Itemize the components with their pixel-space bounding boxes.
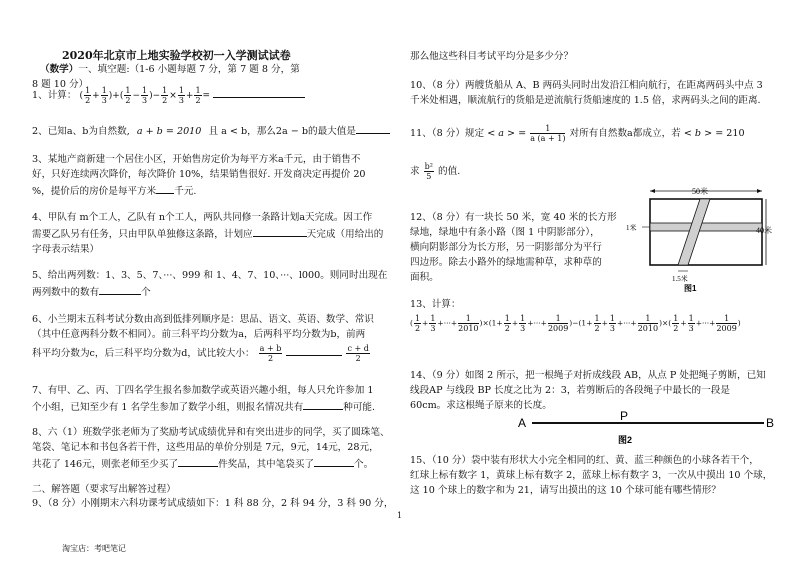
- point-a-label: A: [518, 416, 527, 430]
- figure-1-rectangle-diagram: [622, 187, 782, 307]
- fraction-c-plus-d: $\frac{c + d}{2}$: [347, 344, 369, 363]
- footer-store: 淘宝店：考吧笔记: [62, 544, 126, 553]
- section1-text: 一、填空题:（1-6 小题每题 7 分，第 7 题 8 分，第: [78, 64, 300, 75]
- arrow-right-icon: [757, 189, 762, 193]
- question-5: 5、给出两列数：1、3、5、7、···、999 和 1、4、7、10、···、l000。则同时出现在 两列数中的数有 个: [32, 270, 388, 298]
- road-width-label: 1米: [626, 224, 637, 232]
- q1-expression: ( $\frac{1}{2}$ + $\frac{1}{3}$ )+( $\frac{1}{2}$ − $\frac{1}{3}$ )− $\frac{1}{2}$ × $\frac{1}{3}$ + $\frac{1}{2}$ =: [79, 86, 211, 105]
- question-9-cont: 那么他这些科目考试平均分是多少分？: [410, 51, 574, 62]
- question-15: 15、（10 分）袋中装有形状大小完全相同的红、黄、蓝三种颜色的小球各若干个， 红球上标有数字 1，黄球上标有数字 2，蓝球上标有数字 3，一次从中摸出 10 个球， 这 10 个球上的数字和为 21，请写出摸出的这 10 个球可能有哪些情形？: [410, 455, 773, 496]
- answer-blank[interactable]: [314, 455, 354, 467]
- question-11: 11、（8 分）规定 < a > = $\frac{1}{a (a + 1)}$ 对所有自然数a都成立，若 < b > = 210: [410, 124, 745, 143]
- point-p-label: P: [620, 409, 629, 423]
- section1-text-cont: 8 题 10 分）: [32, 79, 89, 90]
- arrow-left-icon: [650, 189, 655, 193]
- answer-blank[interactable]: [156, 182, 174, 194]
- road2-width-label: 1.5米: [672, 275, 688, 283]
- question-1: [32, 86, 392, 105]
- figure-1-caption: 图1: [684, 284, 697, 293]
- exam-title: 2020年北京市上地实验学校初一入学测试试卷: [62, 49, 291, 62]
- frac: $\frac{1}{2}$: [162, 86, 168, 105]
- q1-label: 1、计算：: [32, 90, 77, 101]
- fraction-a-plus-b: $\frac{a + b}{2}$: [259, 344, 282, 363]
- frac: $\frac{1}{2}$: [125, 86, 131, 105]
- question-3: 3、某地产商新建一个居住小区，开始售房定价为每平方米a千元，由于销售不 好，只好连续两次降价，每次降价 10%，结果销售很好. 开发商决定再提价 20 %，提价后的房价是每平方米 千元.: [32, 154, 366, 197]
- section1-header: [40, 62, 400, 77]
- subject-label: （数学）: [40, 64, 79, 75]
- figure-2-caption: 图2: [618, 435, 633, 445]
- answer-blank[interactable]: [356, 122, 390, 134]
- question-6: 6、小兰期末五科考试分数由高到低排列顺序是：思品、语文、英语、数学、常识 （其中任意两科分数不相同）。前三科平均分数为a，后两科平均分数为b，前两 科平均分数为c，后三科平均分数为d，试比较大小： $\frac{a + b}{2}$ $\frac{c + d}{2}$: [32, 314, 374, 363]
- frac: $\frac{1}{3}$: [101, 86, 107, 105]
- answer-blank[interactable]: [178, 455, 218, 467]
- frac: $\frac{1}{2}$: [195, 86, 201, 105]
- answer-blank[interactable]: [303, 398, 343, 410]
- q11-fraction: $\frac{1}{a (a + 1)}$: [530, 124, 566, 143]
- height-label: 40米: [756, 226, 772, 235]
- width-label: 50米: [692, 187, 708, 196]
- point-b-label: B: [766, 416, 775, 430]
- question-4: 4、甲队有 m个工人，乙队有 n个工人，两队共同修一条路计划a天完成。因工作 需要乙队另有任务，只由甲队单独修这条路，计划应 天完成（用给出的 字母表示结果）: [32, 212, 384, 255]
- question-7: 7、有甲、乙、丙、丁四名学生报名参加数学或英语兴趣小组，每人只允许参加 1 个小组，已知至少有 1 名学生参加了数学小组，则报名情况共有 种可能.: [32, 385, 376, 413]
- answer-blank[interactable]: [286, 344, 342, 356]
- question-8: 8、六（1）班数学张老师为了奖励考试成绩优异和有突出进步的同学，买了圆珠笔、 笔袋、笔记本和书包各若干件，这些用品的单价分别是 7元，9元，14元，28元， 共花了 146元，则张老师至少买了 件奖品，其中笔袋买了 个。: [32, 427, 390, 470]
- section2-header: 二、解答题（要求写出解答过程）: [32, 484, 176, 495]
- question-11-cont: 求 $\frac{\text{b²}}{5}$ 的值.: [410, 162, 461, 181]
- frac: $\frac{1}{3}$: [178, 86, 184, 105]
- page-number: 1: [397, 511, 403, 520]
- question-14: 14、（9 分）如图 2 所示，把一根绳子对折成线段 AB，从点 P 处把绳子剪断，已知 线段AP 与线段 BP 长度之比为 2：3，若剪断后的各段绳子中最长的一段是 60cm。求这根绳子原来的长度。: [410, 370, 766, 411]
- answer-blank[interactable]: [213, 86, 305, 98]
- frac: $\frac{1}{3}$: [142, 86, 148, 105]
- q11-b-fraction: $\frac{\text{b²}}{5}$: [424, 162, 433, 181]
- question-12: 12、（8 分）有一块长 50 米，宽 40 米的长方形 绿地，绿地中有条小路（图 1 中阴影部分）， 横向阴影部分为长方形，另一阴影部分为平行 四边形。除去小路外的绿地需种草，求种草的 面积。: [410, 212, 617, 283]
- question-9: 9、（8 分）小刚期末六科功课考试成绩如下：1 科 88 分，2 科 94 分，3 科 90 分，: [32, 498, 394, 509]
- answer-blank[interactable]: [253, 225, 307, 237]
- question-2: 2、已知a、b为自然数, a + b = 2010 且 a < b，那么2a − b的最大值是: [32, 122, 397, 139]
- frac: $\frac{1}{2}$: [85, 86, 91, 105]
- question-13-label: 13、计算：: [410, 299, 461, 310]
- horizontal-road: [650, 223, 762, 231]
- figure-2-segment-diagram: [516, 409, 780, 451]
- question-13-expression: ( $\frac{1}{2}$ + $\frac{1}{3}$ +···+ $\frac{1}{2010}$ )×(1+ $\frac{1}{2}$ + $\frac{1}{3}$ +···+ $\frac{1}{2009}$ )−(1+ $\frac{1}{2}$ + $\frac{1}{3}$ +···+ $\frac{1}{2010}$ )×( $\frac{1}{2}$ + $\frac{1}{3}$ +···+ $\frac{1}{2009}$ ): [410, 314, 741, 333]
- answer-blank[interactable]: [99, 283, 141, 295]
- question-10: 10、（8 分）两艘货船从 A、B 两码头同时出发沿江相向航行，在距离两码头中点 3 千米处相遇，顺流航行的货船是逆流航行货船速度的 1.5 倍，求两码头之间的距离.: [410, 80, 763, 106]
